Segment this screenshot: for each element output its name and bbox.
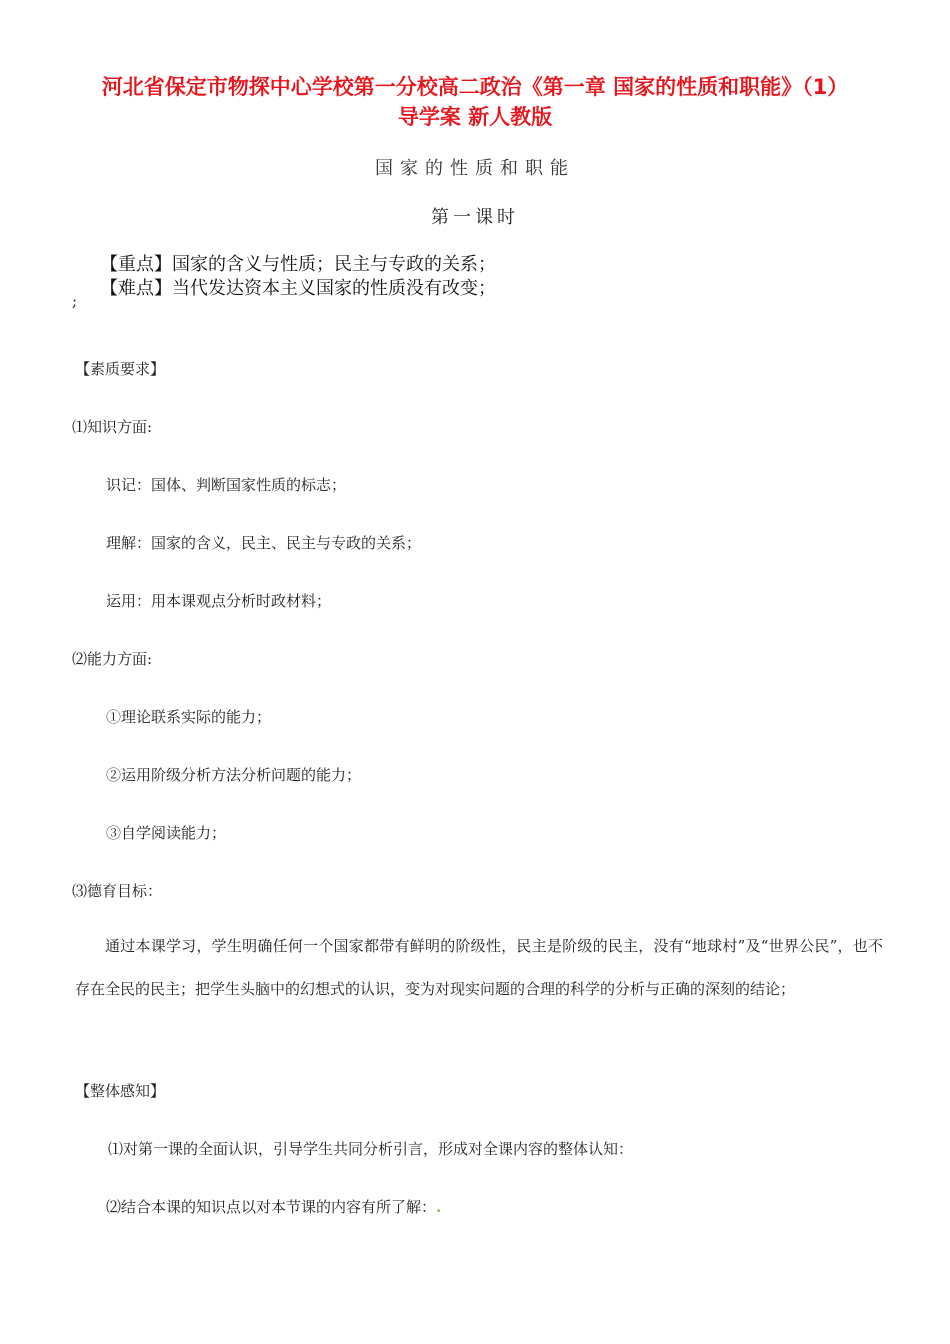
chapter-subtitle: 国家的性质和职能 bbox=[375, 158, 575, 179]
zhengti-heading: 【整体感知】 bbox=[75, 1082, 166, 1100]
stray-semicolon: ; bbox=[72, 292, 78, 310]
zhengti-item-2-text: ⑵结合本课的知识点以对本节课的内容有所了解： bbox=[106, 1198, 437, 1216]
nengli-item-1: ①理论联系实际的能力； bbox=[106, 708, 272, 726]
trailing-dot: . bbox=[436, 1198, 442, 1216]
difficult-point: 【难点】当代发达资本主义国家的性质没有改变； bbox=[100, 278, 496, 299]
shiji-line: 识记：国体、判断国家性质的标志； bbox=[106, 476, 347, 494]
lesson-label: 第一课时 bbox=[431, 207, 519, 228]
zhengti-item-1: ⑴对第一课的全面认识，引导学生共同分析引言，形成对全课内容的整体认知： bbox=[108, 1140, 634, 1158]
lijie-line: 理解：国家的含义，民主、民主与专政的关系； bbox=[106, 534, 422, 552]
title-line-2: 导学案 新人教版 bbox=[397, 105, 553, 129]
key-point: 【重点】国家的含义与性质；民主与专政的关系； bbox=[100, 254, 496, 275]
deyu-paragraph: 通过本课学习，学生明确任何一个国家都带有鲜明的阶级性，民主是阶级的民主，没有“地球村”及“世界公民”，也不存在全民的民主；把学生头脑中的幻想式的认识，变为对现实问题的合理的科学的分析与正确的深刻的结论； bbox=[75, 937, 883, 998]
zhishi-heading: ⑴知识方面: bbox=[72, 418, 153, 436]
deyu-heading: ⑶德育目标： bbox=[72, 882, 163, 900]
suzhi-heading: 【素质要求】 bbox=[75, 360, 166, 378]
yunyong-line: 运用：用本课观点分析时政材料； bbox=[106, 592, 332, 610]
nengli-item-3: ③自学阅读能力； bbox=[106, 824, 227, 842]
title-line-1: 河北省保定市物探中心学校第一分校高二政治《第一章 国家的性质和职能》（1） bbox=[101, 75, 849, 99]
document-title bbox=[60, 72, 890, 132]
nengli-heading: ⑵能力方面: bbox=[72, 650, 153, 668]
nengli-item-2: ②运用阶级分析方法分析问题的能力； bbox=[106, 766, 362, 784]
zhengti-item-2 bbox=[106, 1196, 441, 1217]
